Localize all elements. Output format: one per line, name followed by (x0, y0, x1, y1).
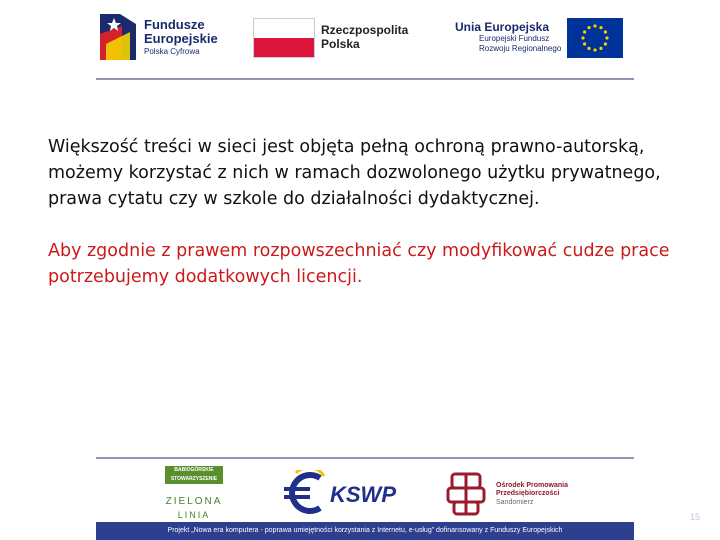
zl-name2: LINIA (177, 510, 211, 520)
rp-line1: Rzeczpospolita (321, 23, 409, 37)
ue-title: Unia Europejska (455, 20, 550, 34)
rzeczpospolita-polska-logo (253, 18, 409, 62)
zl-badge-line2: STOWARZYSZENIE (170, 476, 218, 482)
kswp-logo (282, 470, 402, 518)
zl-badge (165, 466, 223, 484)
fe-line1: Fundusze (144, 17, 205, 32)
ue-sub1: Europejski Fundusz (479, 34, 550, 43)
zielona-linia-logo (150, 466, 238, 522)
project-footer-bar: Projekt „Nowa era komputera - poprawa umiejętności korzystania z Internetu, e-usług” dofinansowany z Funduszy Europejskich (96, 522, 634, 540)
partner-logos (0, 462, 720, 522)
zl-badge-line1: BABIOGÓRSKIE (174, 467, 214, 473)
rp-line2: Polska (321, 36, 360, 51)
eu-flag-icon (567, 18, 623, 58)
osrodek-promowania-logo (444, 468, 604, 520)
footer-divider (96, 457, 634, 459)
paragraph-licenses: Aby zgodnie z prawem rozpowszechniać czy modyfikować cudze prace potrzebujemy dodatkowych licencji. (48, 241, 670, 287)
ue-sub2: Rozwoju Regionalnego (479, 44, 562, 53)
page-number: 15 (690, 512, 701, 522)
slide-content (48, 134, 688, 290)
polish-flag-icon (253, 18, 315, 58)
zl-name1: ZIELONA (165, 496, 223, 507)
header-divider (96, 78, 634, 80)
fe-star-icon (100, 14, 136, 60)
paragraph-copyright: Większość treści w sieci jest objęta pełną ochroną prawno-autorską, możemy korzystać z nich w ramach dozwolonego użytku prywatnego, prawa cytatu czy w szkole do działalności dydaktycznej. (48, 137, 661, 209)
unia-europejska-logo (455, 18, 625, 62)
opp-line1: Ośrodek Promowania (496, 482, 568, 489)
kswp-name: KSWP (330, 482, 396, 507)
opp-line3: Sandomierz (496, 498, 534, 506)
fe-line3: Polska Cyfrowa (144, 47, 200, 57)
fe-line2: Europejskie (144, 30, 218, 46)
opp-line2: Przedsiębiorczości (496, 490, 560, 498)
opp-emblem-icon (444, 470, 488, 518)
logo-header (0, 0, 720, 80)
fundusze-europejskie-logo (100, 14, 230, 64)
euro-sign-icon (282, 470, 328, 516)
